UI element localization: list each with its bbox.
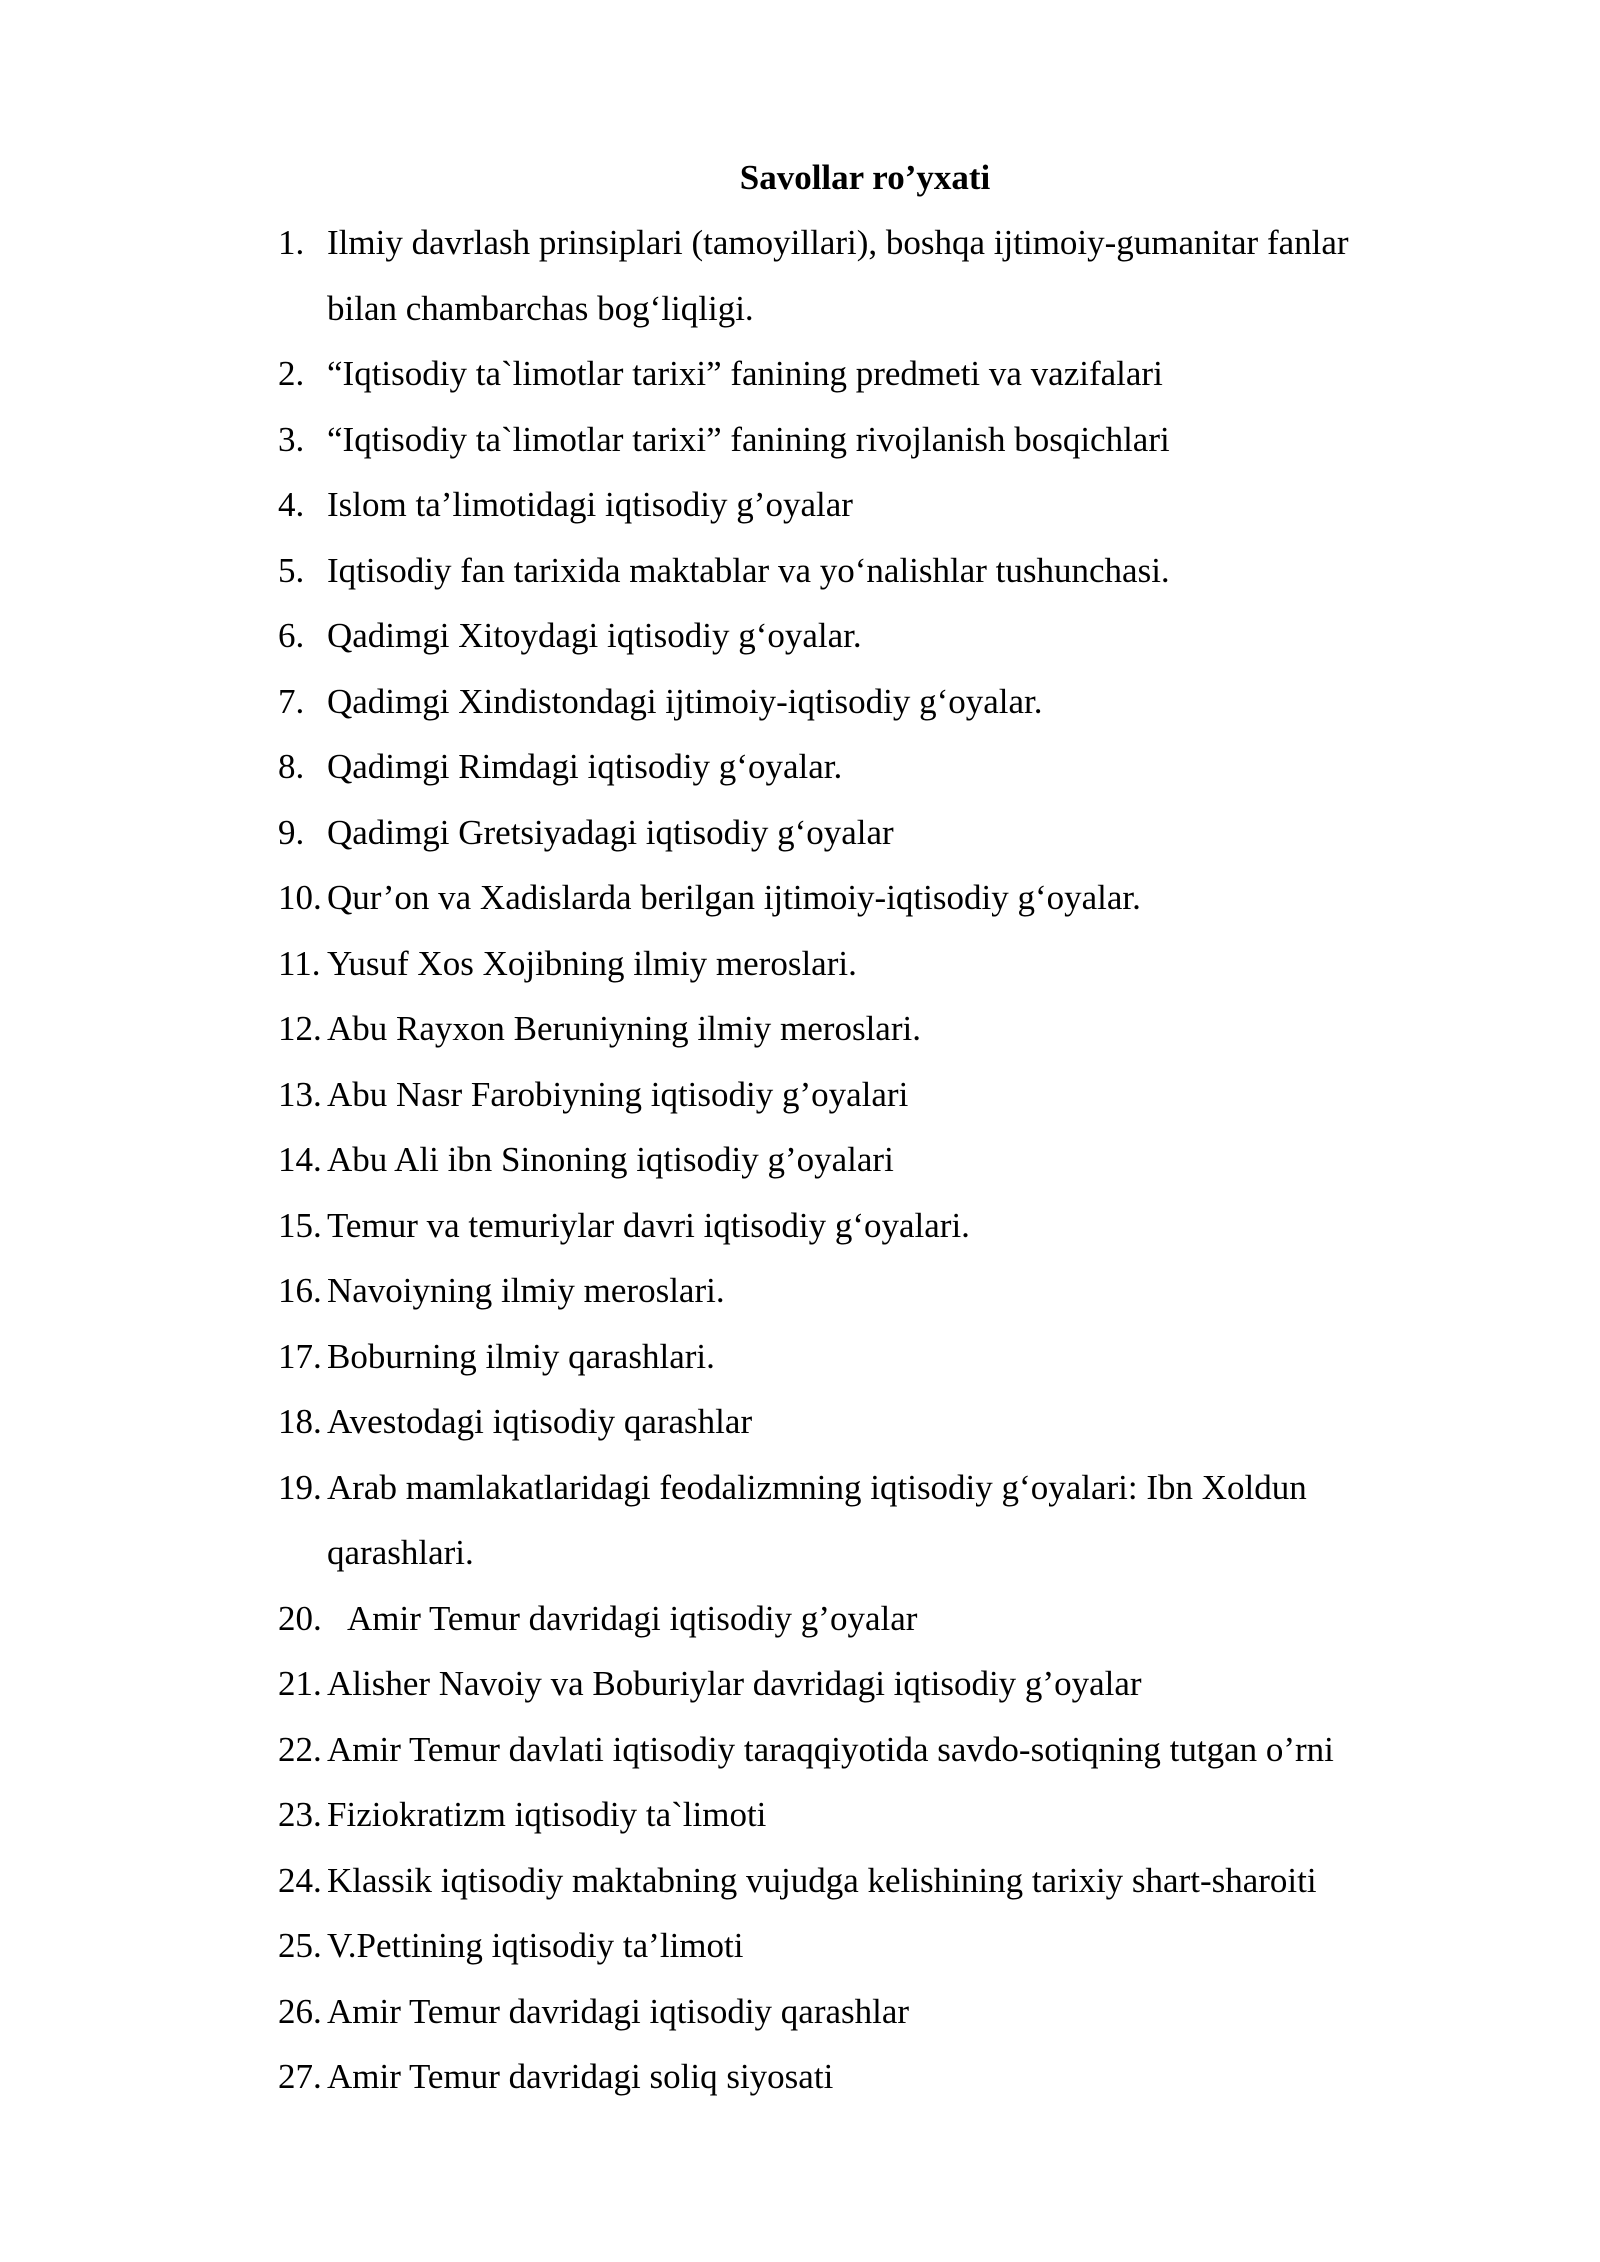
question-text-line: Arab mamlakatlaridagi feodalizmning iqtisodiy g‘oyalari: Ibn Xoldun [327, 1467, 1307, 1507]
question-text-line: Qadimgi Rimdagi iqtisodiy g‘oyalar. [327, 747, 843, 786]
question-item [278, 210, 1458, 341]
question-number: 8. [278, 747, 305, 786]
question-text-line: Qadimgi Xitoydagi iqtisodiy g‘oyalar. [327, 616, 862, 655]
question-item [278, 341, 1458, 407]
question-text [327, 734, 1458, 800]
question-text-line: Qur’on va Xadislarda berilgan ijtimoiy-iqtisodiy g‘oyalar. [327, 878, 1141, 917]
question-item [278, 800, 1458, 866]
question-item [278, 2044, 1458, 2110]
question-number: 13. [278, 1074, 322, 1114]
question-item [278, 1127, 1458, 1193]
question-item [278, 1258, 1458, 1324]
question-number: 22. [278, 1729, 322, 1769]
question-text [327, 603, 1458, 669]
question-text [327, 1979, 1458, 2045]
question-text-line: Amir Temur davlati iqtisodiy taraqqiyotida savdo-sotiqning tutgan o’rni [327, 1729, 1334, 1769]
question-item [278, 996, 1458, 1062]
question-text-line: Abu Rayxon Beruniyning ilmiy meroslari. [327, 1009, 921, 1048]
question-text [327, 1913, 1458, 1979]
question-text-line: Yusuf Xos Xojibning ilmiy meroslari. [327, 943, 857, 983]
question-text [327, 1127, 1458, 1193]
question-number: 3. [278, 419, 305, 459]
question-item [278, 407, 1458, 473]
question-number: 16. [278, 1271, 322, 1310]
question-number: 27. [278, 2057, 322, 2096]
question-item [278, 1324, 1458, 1390]
question-number: 26. [278, 1991, 322, 2031]
question-text [327, 210, 1458, 341]
question-item [278, 1455, 1458, 1586]
question-item [278, 931, 1458, 997]
question-text-line: Fiziokratizm iqtisodiy ta`limoti [327, 1795, 767, 1834]
question-number: 18. [278, 1402, 322, 1441]
question-number: 24. [278, 1860, 322, 1900]
question-text-line: Iqtisodiy fan tarixida maktablar va yo‘nalishlar tushunchasi. [327, 550, 1170, 590]
question-text [327, 1717, 1458, 1783]
question-text [327, 865, 1458, 931]
question-text [327, 1848, 1458, 1914]
question-item [278, 472, 1458, 538]
question-number: 25. [278, 1926, 322, 1965]
question-text [327, 1258, 1458, 1324]
question-number: 9. [278, 812, 305, 852]
question-text [327, 1455, 1458, 1586]
question-number: 14. [278, 1140, 322, 1179]
question-text [327, 1389, 1458, 1455]
question-text-line: Boburning ilmiy qarashlari. [327, 1336, 715, 1376]
question-text-line: Amir Temur davridagi iqtisodiy qarashlar [327, 1991, 910, 2031]
question-item [278, 1848, 1458, 1914]
question-text [327, 1324, 1458, 1390]
question-item [278, 1651, 1458, 1717]
question-text-line: Avestodagi iqtisodiy qarashlar [327, 1402, 753, 1441]
question-number: 20. [278, 1598, 322, 1638]
question-text [327, 472, 1458, 538]
question-item [278, 734, 1458, 800]
question-text-line: Ilmiy davrlash prinsiplari (tamoyillari), boshqa ijtimoiy-gumanitar fanlar [327, 223, 1349, 262]
question-number: 6. [278, 616, 305, 655]
question-number: 23. [278, 1795, 322, 1834]
question-text-line: Navoiyning ilmiy meroslari. [327, 1271, 725, 1310]
question-text-line: Amir Temur davridagi iqtisodiy g’oyalar [347, 1598, 918, 1638]
question-text-line: Abu Ali ibn Sinoning iqtisodiy g’oyalari [327, 1140, 894, 1179]
question-item [278, 1389, 1458, 1455]
question-text [327, 669, 1458, 735]
question-text-line: Islom ta’limotidagi iqtisodiy g’oyalar [327, 485, 853, 524]
question-number: 12. [278, 1009, 322, 1048]
question-text [327, 341, 1458, 407]
question-number: 17. [278, 1336, 322, 1376]
question-number: 11. [278, 943, 321, 983]
page-title: Savollar ro’yxati [739, 158, 991, 197]
question-text [327, 996, 1458, 1062]
question-number: 2. [278, 354, 305, 393]
question-text-line: V.Pettining iqtisodiy ta’limoti [327, 1926, 744, 1965]
question-item [278, 538, 1458, 604]
question-item [278, 1913, 1458, 1979]
question-number: 10. [278, 878, 322, 917]
question-number: 21. [278, 1664, 322, 1703]
question-text-line: Klassik iqtisodiy maktabning vujudga kelishining tarixiy shart-sharoiti [327, 1860, 1317, 1900]
question-text-line: Amir Temur davridagi soliq siyosati [327, 2057, 834, 2096]
question-text-line: bilan chambarchas bog‘liqligi. [327, 288, 754, 328]
question-item [278, 669, 1458, 735]
question-text [327, 1651, 1458, 1717]
question-text-line: qarashlari. [327, 1533, 474, 1572]
question-text [327, 1586, 1458, 1652]
question-number: 7. [278, 681, 305, 721]
question-text [327, 800, 1458, 866]
question-item [278, 1717, 1458, 1783]
question-text-line: “Iqtisodiy ta`limotlar tarixi” fanining rivojlanish bosqichlari [327, 419, 1170, 459]
question-text-line: Qadimgi Gretsiyadagi iqtisodiy g‘oyalar [327, 812, 894, 852]
question-text [327, 931, 1458, 997]
question-item [278, 1193, 1458, 1259]
question-item [278, 865, 1458, 931]
question-text-line: Abu Nasr Farobiyning iqtisodiy g’oyalari [327, 1074, 909, 1114]
question-item [278, 603, 1458, 669]
question-number: 5. [278, 550, 305, 590]
question-text-line: Temur va temuriylar davri iqtisodiy g‘oyalari. [327, 1205, 970, 1245]
question-item [278, 1586, 1458, 1652]
question-text-line: Alisher Navoiy va Boburiylar davridagi iqtisodiy g’oyalar [327, 1664, 1142, 1703]
question-list [278, 210, 1458, 2110]
question-number: 4. [278, 485, 305, 524]
question-item [278, 1979, 1458, 2045]
question-text [327, 1193, 1458, 1259]
question-text [327, 407, 1458, 473]
question-text-line: Qadimgi Xindistondagi ijtimoiy-iqtisodiy g‘oyalar. [327, 681, 1043, 721]
question-item [278, 1782, 1458, 1848]
question-number: 15. [278, 1205, 322, 1245]
question-text [327, 538, 1458, 604]
question-text [327, 1782, 1458, 1848]
question-number: 19. [278, 1467, 322, 1507]
question-text [327, 1062, 1458, 1128]
question-text-line: “Iqtisodiy ta`limotlar tarixi” fanining predmeti va vazifalari [327, 354, 1163, 393]
question-item [278, 1062, 1458, 1128]
question-text [327, 2044, 1458, 2110]
question-number: 1. [278, 223, 305, 262]
